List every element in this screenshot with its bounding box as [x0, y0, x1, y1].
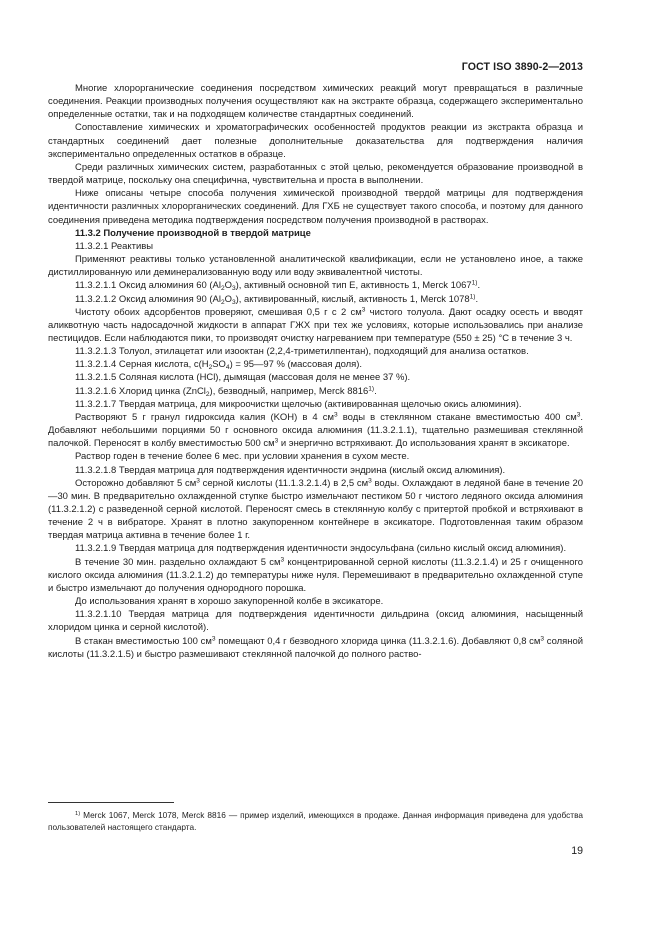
subsection-heading: 11.3.2.1 Реактивы [75, 240, 154, 252]
paragraph: 11.3.2.1.7 Твердая матрица, для микроочистки щелочью (активированная щелочью окись алюминия). [75, 398, 522, 410]
page-number: 19 [571, 845, 583, 857]
section-heading: 11.3.2 Получение производной в твердой матрице [75, 227, 311, 239]
paragraph: Осторожно добавляют 5 $см^3$ серной кислоты (11.1.3.2.1.4) в 2,5 $см^3$ воды. Охлаждают в ледяной бане в течение 20—30 мин. В предварительно охлажденной ступке быстро измельчают пестиком 50 г чистого ледяного оксида алюминия (11.3.2.1.2) с разведенной серной кислотой. Переносят смесь в стеклянную колбу с притертой пробкой и встряхивают в течение 2 ч в вибраторе. Хранят в плотно закупоренном контейнере в эксикаторе. Подготовленная таким образом твердая матрица активна в течение более 1 г. [48, 477, 583, 542]
paragraph: Многие хлорорганические соединения посредством химических реакций могут превращаться в различные соединения. Реакции производных получения осуществляют как на экстракте образца, содержащего экспериментально определенные остатки, так и на подходящем количестве стандартных соединений. [48, 83, 583, 121]
footnote-ref: 1) [471, 279, 478, 287]
paragraph: Раствор годен в течение более 6 мес. при условии хранения в сухом месте. [75, 451, 410, 463]
paragraph: Сопоставление химических и хроматографических особенностей продуктов реакции из экстракта образца и стандартных соединений дает полезные дополнительные доказательства для подтверждения наличия экспериментально определенных остатков в образце. [48, 122, 583, 160]
paragraph: Ниже описаны четыре способа получения химической производной твердой матрицы для подтверждения идентичности различных хлорорганических соединений. Для ГХБ не существует такого способа, и поэтому для данного соединения приведена методика подтверждения посредством получения производной в растворах. [48, 188, 583, 226]
footnote-ref: 1) [368, 385, 375, 392]
paragraph: 11.3.2.1.3 Толуол, этилацетат или изооктан (2,2,4-триметилпентан), подходящий для анализа остатков. [75, 346, 529, 358]
paragraph: 11.3.2.1.8 Твердая матрица для подтверждения идентичности эндрина (кислый оксид алюминия). [75, 464, 506, 476]
footnote: $^{1)}$ Merck 1067, Merck 1078, Merck 8816 — пример изделий, имеющихся в продаже. Данная информация приведена для удобства пользователей настоящего стандарта. [48, 810, 583, 832]
document-body [48, 82, 583, 661]
paragraph: 11.3.2.1.9 Твердая матрица для подтверждения идентичности эндосульфана (сильно кислый оксид алюминия). [75, 543, 567, 555]
paragraph: До использования хранят в хорошо закупоренной колбе в эксикаторе. [75, 596, 384, 608]
paragraph: 11.3.2.1.4 Серная кислота, $с(H_2SO_4)$ = 95—97 % (массовая доля). [75, 359, 363, 372]
paragraph: Чистоту обоих адсорбентов проверяют, смешивая 0,5 г с 2 $см^3$ чистого толуола. Дают осадку осесть и вводят аликвотную часть надосадочной жидкости в аппарат ГЖХ при тех же условиях, которые использовались при анализе пестицидов. Если наблюдаются пики, то производят очистку нагреванием при температуре (550 ± 25) °С в течение 3 ч. [48, 306, 583, 344]
paragraph: В стакан вместимостью 100 $см^3$ помещают 0,4 г безводного хлорида цинка (11.3.2.1.6). Добавляют 0,8 $см^3$ соляной кислоты (11.3.2.1.5) и быстро размешивают стеклянной палочкой до полного раство- [48, 634, 583, 660]
paragraph: 11.3.2.1.2 Оксид алюминия 90 $(Al_2O_3)$, активированный, кислый, активность 1, Merck 1078$^{1)}$. [75, 292, 479, 306]
paragraph: Растворяют 5 г гранул гидроксида калия (KOH) в 4 $см^3$ воды в стеклянном стакане вместимостью 400 $см^3$. Добавляют небольшими порциями 50 г основного оксида алюминия (11.3.2.1.1), тщательно размешивая стеклянной палочкой. Переносят в колбу вместимостью 500 $см^3$ и энергично встряхивают. До использования хранят в эксикаторе. [48, 411, 583, 450]
document-header: ГОСТ ISO 3890-2—2013 [461, 61, 583, 73]
paragraph: 11.3.2.1.6 Хлорид цинка (ZnCl$_2$), безводный, например, Merck 8816$^{1)}$. [75, 385, 377, 398]
footnote-ref: 1) [469, 292, 476, 300]
paragraph: 11.3.2.1.1 Оксид алюминия 60 $(Al_2O_3)$, активный основной тип E, активность 1, Merck 1067$^{1)}$. [75, 279, 481, 293]
paragraph: В течение 30 мин. раздельно охлаждают 5 $см^3$ концентрированной серной кислоты (11.3.2.1.4) и 25 г очищенного кислого оксида алюминия (11.3.2.1.2) до температуры ниже нуля. Перемешивают в предварительно охлажденной ступе и быстро измельчают до получения однородного порошка. [48, 556, 583, 594]
paragraph: 11.3.2.1.5 Соляная кислота (HCl), дымящая (массовая доля не менее 37 %). [75, 372, 411, 384]
footnote-divider [48, 802, 174, 803]
paragraph: Применяют реактивы только установленной аналитической квалификации, если не установлено иное, а также дистиллированную или деминерализованную воду или воду эквивалентной чистоты. [48, 254, 583, 279]
paragraph: Среди различных химических систем, разработанных с этой целью, рекомендуется образование производной в твердой матрице, поскольку она специфична, чувствительна и проста в выполнении. [48, 161, 583, 187]
paragraph: 11.3.2.1.10 Твердая матрица для подтверждения идентичности дильдрина (оксид алюминия, насыщенный хлоридом цинка и серной кислотой). [48, 609, 583, 634]
